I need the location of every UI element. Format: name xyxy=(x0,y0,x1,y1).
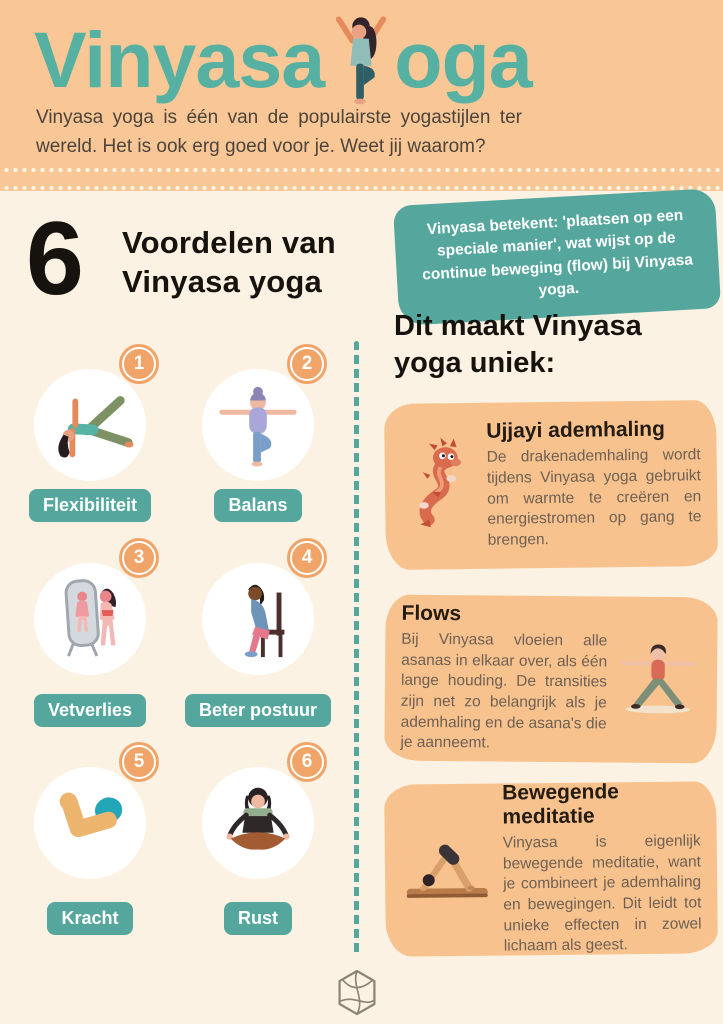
benefit-label: Flexibiliteit xyxy=(29,489,151,522)
card-bewegende-meditatie xyxy=(384,781,718,956)
benefits-heading xyxy=(122,224,336,302)
downward-dog-pose-icon xyxy=(401,830,494,910)
benefit-number-badge: 2 xyxy=(290,347,324,381)
benefits-count: 6 xyxy=(26,201,84,317)
page-title xyxy=(34,10,532,110)
dragon-icon xyxy=(400,419,478,553)
benefit-number-badge: 6 xyxy=(290,745,324,779)
benefit-label: Rust xyxy=(224,902,292,935)
hexagon-leaf-logo-icon xyxy=(335,968,379,1018)
meditation-pose-icon xyxy=(214,781,302,866)
title-part-right: oga xyxy=(394,15,532,104)
benefit-label: Beter postuur xyxy=(185,694,331,727)
benefit-circle xyxy=(202,353,314,481)
benefits-heading-line2: Vinyasa yoga xyxy=(122,263,322,299)
benefit-circle xyxy=(202,751,314,879)
benefit-circle xyxy=(34,751,146,879)
benefit-item-balans xyxy=(178,353,338,522)
dotted-border xyxy=(0,184,723,190)
benefits-heading-line1: Voordelen van xyxy=(122,225,336,260)
benefit-number-badge: 5 xyxy=(122,745,156,779)
benefit-number-badge: 4 xyxy=(290,541,324,575)
benefit-number-badge: 1 xyxy=(122,347,156,381)
card-text: De drakenademhaling wordt tijdens Vinyasa yoga gebruikt om warmte te creëren en energiestromen op gang te brengen. xyxy=(486,446,702,549)
card-ujjayi-ademhaling xyxy=(384,400,718,570)
card-text: Vinyasa is eigenlijk bewegende meditatie, want je combineert je ademhaling en bewegingen. Dit leidt tot unieke effecten in zowel lichaam als geest. xyxy=(502,832,702,955)
benefit-label: Vetverlies xyxy=(34,694,146,727)
dashed-divider xyxy=(354,341,359,954)
dotted-border xyxy=(0,166,723,172)
benefit-item-rust xyxy=(178,751,338,935)
benefit-label: Kracht xyxy=(47,902,132,935)
tree-pose-figure-icon xyxy=(332,9,390,112)
benefit-item-kracht xyxy=(10,751,170,935)
benefit-label: Balans xyxy=(214,489,301,522)
definition-callout: Vinyasa betekent: 'plaatsen op een speciale manier', wat wijst op de continue beweging (flow) bij Vinyasa yoga. xyxy=(393,188,721,326)
benefit-item-vetverlies xyxy=(10,547,170,727)
title-part-left: Vinyasa xyxy=(34,15,325,104)
benefit-item-beter-postuur xyxy=(178,547,338,727)
sitting-on-chair-icon xyxy=(214,573,302,666)
card-title: Flows xyxy=(401,601,462,626)
benefit-item-flexibiliteit xyxy=(10,353,170,522)
benefit-circle xyxy=(202,547,314,675)
mirror-reflection-icon xyxy=(46,573,134,666)
card-flows xyxy=(384,595,717,764)
side-plank-pose-icon xyxy=(46,383,134,468)
warrior-pose-icon xyxy=(615,634,702,726)
tree-pose-icon xyxy=(214,379,302,472)
flexed-arm-muscle-icon xyxy=(46,777,134,870)
header xyxy=(0,0,723,191)
benefit-number-badge: 3 xyxy=(122,541,156,575)
benefit-circle xyxy=(34,547,146,675)
intro-text: Vinyasa yoga is één van de populairste yogastijlen ter wereld. Het is ook erg goed voor je. Weet jij waarom? xyxy=(36,107,522,157)
benefit-circle xyxy=(34,353,146,481)
card-title: Ujjayi ademhaling xyxy=(486,418,666,444)
unique-heading: Dit maakt Vinyasa yoga uniek: xyxy=(394,310,642,380)
card-title: Bewegende meditatie xyxy=(502,780,620,829)
card-text: Bij Vinyasa vloeien alle asanas in elkaar over, als één lange houding. De transities zijn net zo belangrijk als je ademhaling en de asana's die je aanneemt. xyxy=(400,630,608,752)
